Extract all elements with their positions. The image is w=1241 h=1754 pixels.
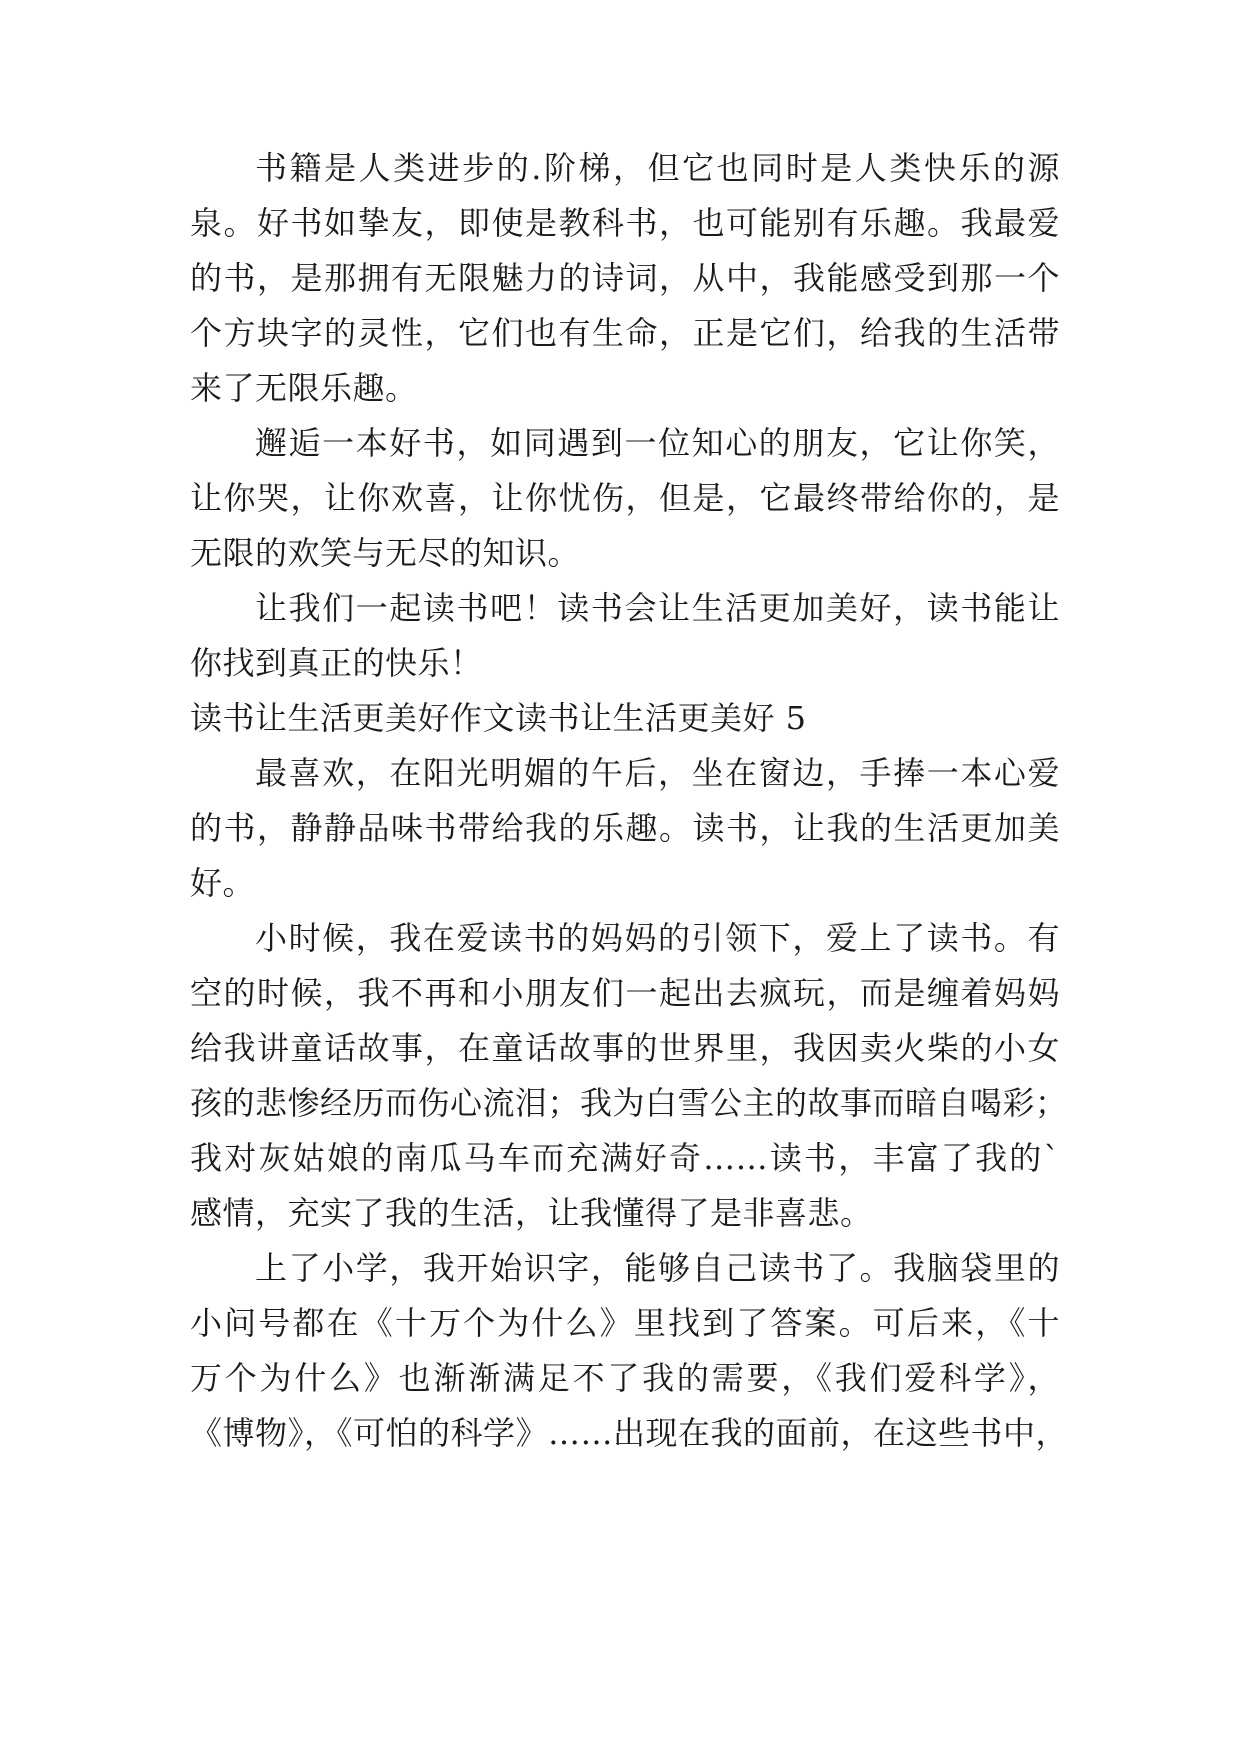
paragraph-line: 好。 — [190, 864, 256, 902]
paragraph-line: 孩的悲惨经历而伤心流泪；我为白雪公主的故事而暗自喝彩； — [190, 1084, 1068, 1122]
paragraph-line: 小问号都在《十万个为什么》里找到了答案。可后来，《十 — [190, 1304, 1060, 1342]
paragraph-line: 万个为什么》也渐渐满足不了我的需要，《我们爱科学》， — [190, 1359, 1060, 1397]
paragraph-line: 泉。好书如挚友，即使是教科书，也可能别有乐趣。我最爱 — [190, 204, 1060, 242]
paragraph-line: 小时候，我在爱读书的妈妈的引领下，爱上了读书。有 — [255, 919, 1060, 957]
paragraph-line: 邂逅一本好书，如同遇到一位知心的朋友，它让你笑， — [255, 424, 1060, 462]
paragraph-line: 个方块字的灵性，它们也有生命，正是它们，给我的生活带 — [190, 314, 1060, 352]
paragraph-line: 《博物》，《可怕的科学》……出现在我的面前，在这些书中， — [190, 1414, 1069, 1452]
paragraph-line: 空的时候，我不再和小朋友们一起出去疯玩，而是缠着妈妈 — [190, 974, 1060, 1012]
paragraph-line: 来了无限乐趣。 — [190, 369, 418, 407]
paragraph-line: 上了小学，我开始识字，能够自己读书了。我脑袋里的 — [255, 1249, 1060, 1287]
paragraph-line: 书籍是人类进步的.阶梯，但它也同时是人类快乐的源 — [255, 149, 1060, 187]
paragraph-line: 的书，静静品味书带给我的乐趣。读书，让我的生活更加美 — [190, 809, 1060, 847]
paragraph-line: 让你哭，让你欢喜，让你忧伤，但是，它最终带给你的，是 — [190, 479, 1060, 517]
paragraph-line: 我对灰姑娘的南瓜马车而充满好奇……读书，丰富了我的` — [190, 1139, 1060, 1177]
paragraph-line: 无限的欢笑与无尽的知识。 — [190, 534, 581, 572]
paragraph-line: 最喜欢，在阳光明媚的午后，坐在窗边，手捧一本心爱 — [255, 754, 1060, 792]
paragraph-line: 让我们一起读书吧！读书会让生活更加美好，读书能让 — [255, 589, 1060, 627]
paragraph-line: 你找到真正的快乐！ — [190, 644, 483, 682]
section-heading: 读书让生活更美好作文读书让生活更美好 5 — [190, 699, 807, 737]
paragraph-line: 给我讲童话故事，在童话故事的世界里，我因卖火柴的小女 — [190, 1029, 1060, 1067]
paragraph-line: 感情，充实了我的生活，让我懂得了是非喜悲。 — [190, 1194, 873, 1232]
paragraph-line: 的书，是那拥有无限魅力的诗词，从中，我能感受到那一个 — [190, 259, 1060, 297]
